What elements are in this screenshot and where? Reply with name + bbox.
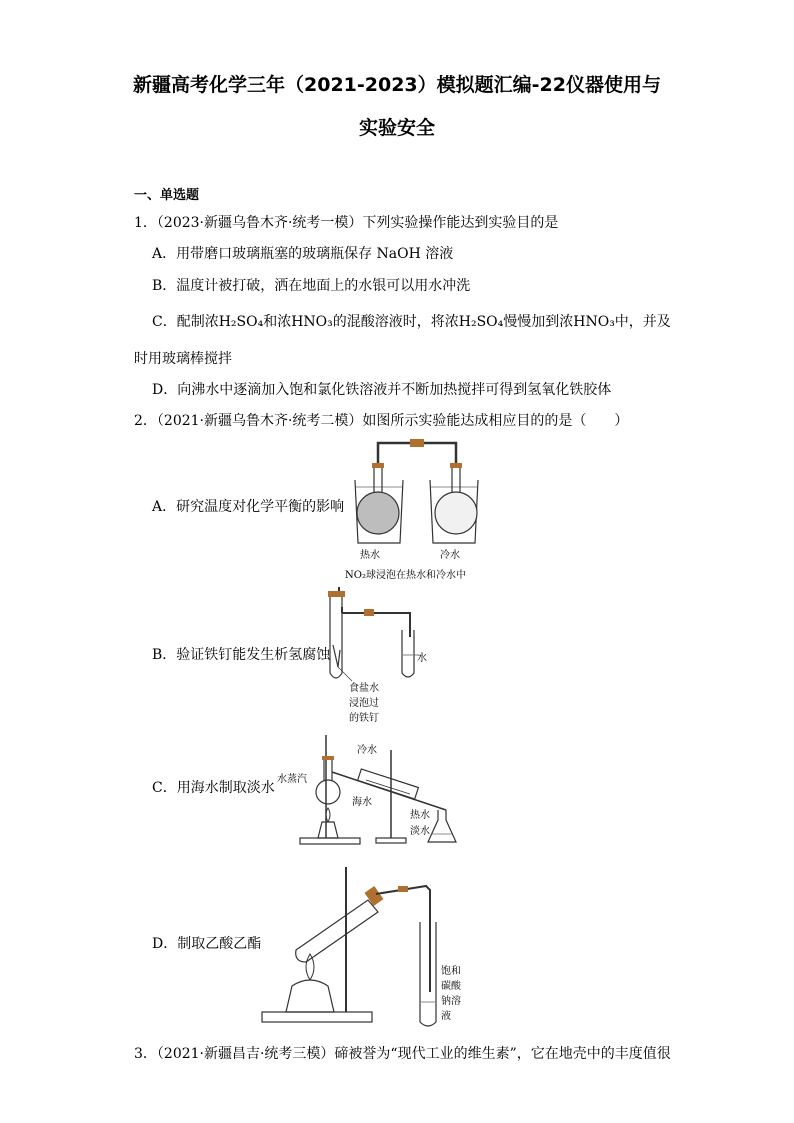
figure-c-distillation <box>296 730 466 855</box>
fig-c-cold-water: 冷水 <box>357 745 377 756</box>
fig-b-water: 水 <box>417 653 427 664</box>
fig-b-nail-label-2: 浸泡过 <box>349 698 379 709</box>
q2-option-d: D．制取乙酸乙酯 <box>152 936 262 952</box>
fig-d-label-4: 液 <box>441 1011 451 1022</box>
q2-option-a: A．研究温度对化学平衡的影响 <box>152 499 345 515</box>
fig-c-fresh-water: 淡水 <box>410 826 430 837</box>
fig-c-seawater: 海水 <box>352 797 372 808</box>
q3-stem: 3．（2021·新疆昌吉·统考三模）碲被誉为“现代工业的维生素”，它在地壳中的丰度值很 <box>134 1046 671 1062</box>
q1-option-d: D．向沸水中逐滴加入饱和氯化铁溶液并不断加热搅拌可得到氢氧化铁胶体 <box>152 382 612 398</box>
figure-b-nail-apparatus <box>322 585 442 685</box>
fig-a-caption: NO₂球浸泡在热水和冷水中 <box>345 570 466 581</box>
q1-option-a: A．用带磨口玻璃瓶塞的玻璃瓶保存 NaOH 溶液 <box>152 246 454 262</box>
q2-stem: 2．（2021·新疆乌鲁木齐·统考二模）如图所示实验能达成相应目的的是（ ） <box>134 413 629 429</box>
fig-d-label-3: 钠溶 <box>441 996 461 1007</box>
q1-option-c: C．配制浓H₂SO₄和浓HNO₃的混酸溶液时，将浓H₂SO₄慢慢加到浓HNO₃中，并及 <box>152 314 671 330</box>
fig-a-hot-water: 热水 <box>360 550 380 561</box>
q2-option-c: C．用海水制取淡水 <box>152 780 275 796</box>
fig-a-cold-water: 冷水 <box>440 550 460 561</box>
q2-option-b: B．验证铁钉能发生析氢腐蚀 <box>152 647 331 663</box>
fig-b-nail-label-1: 食盐水 <box>349 683 379 694</box>
fig-c-hot-water: 热水 <box>410 810 430 821</box>
doc-title-line1: 新疆高考化学三年（2021-2023）模拟题汇编-22仪器使用与 <box>133 74 661 96</box>
figure-d-ester-prep <box>258 862 468 1032</box>
section-heading: 一、单选题 <box>134 188 200 203</box>
q1-option-c-cont: 时用玻璃棒搅拌 <box>134 351 232 367</box>
q1-stem: 1．（2023·新疆乌鲁木齐·统考一模）下列实验操作能达到实验目的是 <box>134 215 559 231</box>
q1-option-b: B．温度计被打破，洒在地面上的水银可以用水冲洗 <box>152 278 471 294</box>
fig-c-steam: 水蒸汽 <box>277 774 307 785</box>
fig-d-label-2: 碳酸 <box>441 981 461 992</box>
fig-d-label-1: 饱和 <box>441 966 461 977</box>
fig-b-nail-label-3: 的铁钉 <box>349 713 379 724</box>
doc-title-line2: 实验安全 <box>358 117 435 139</box>
